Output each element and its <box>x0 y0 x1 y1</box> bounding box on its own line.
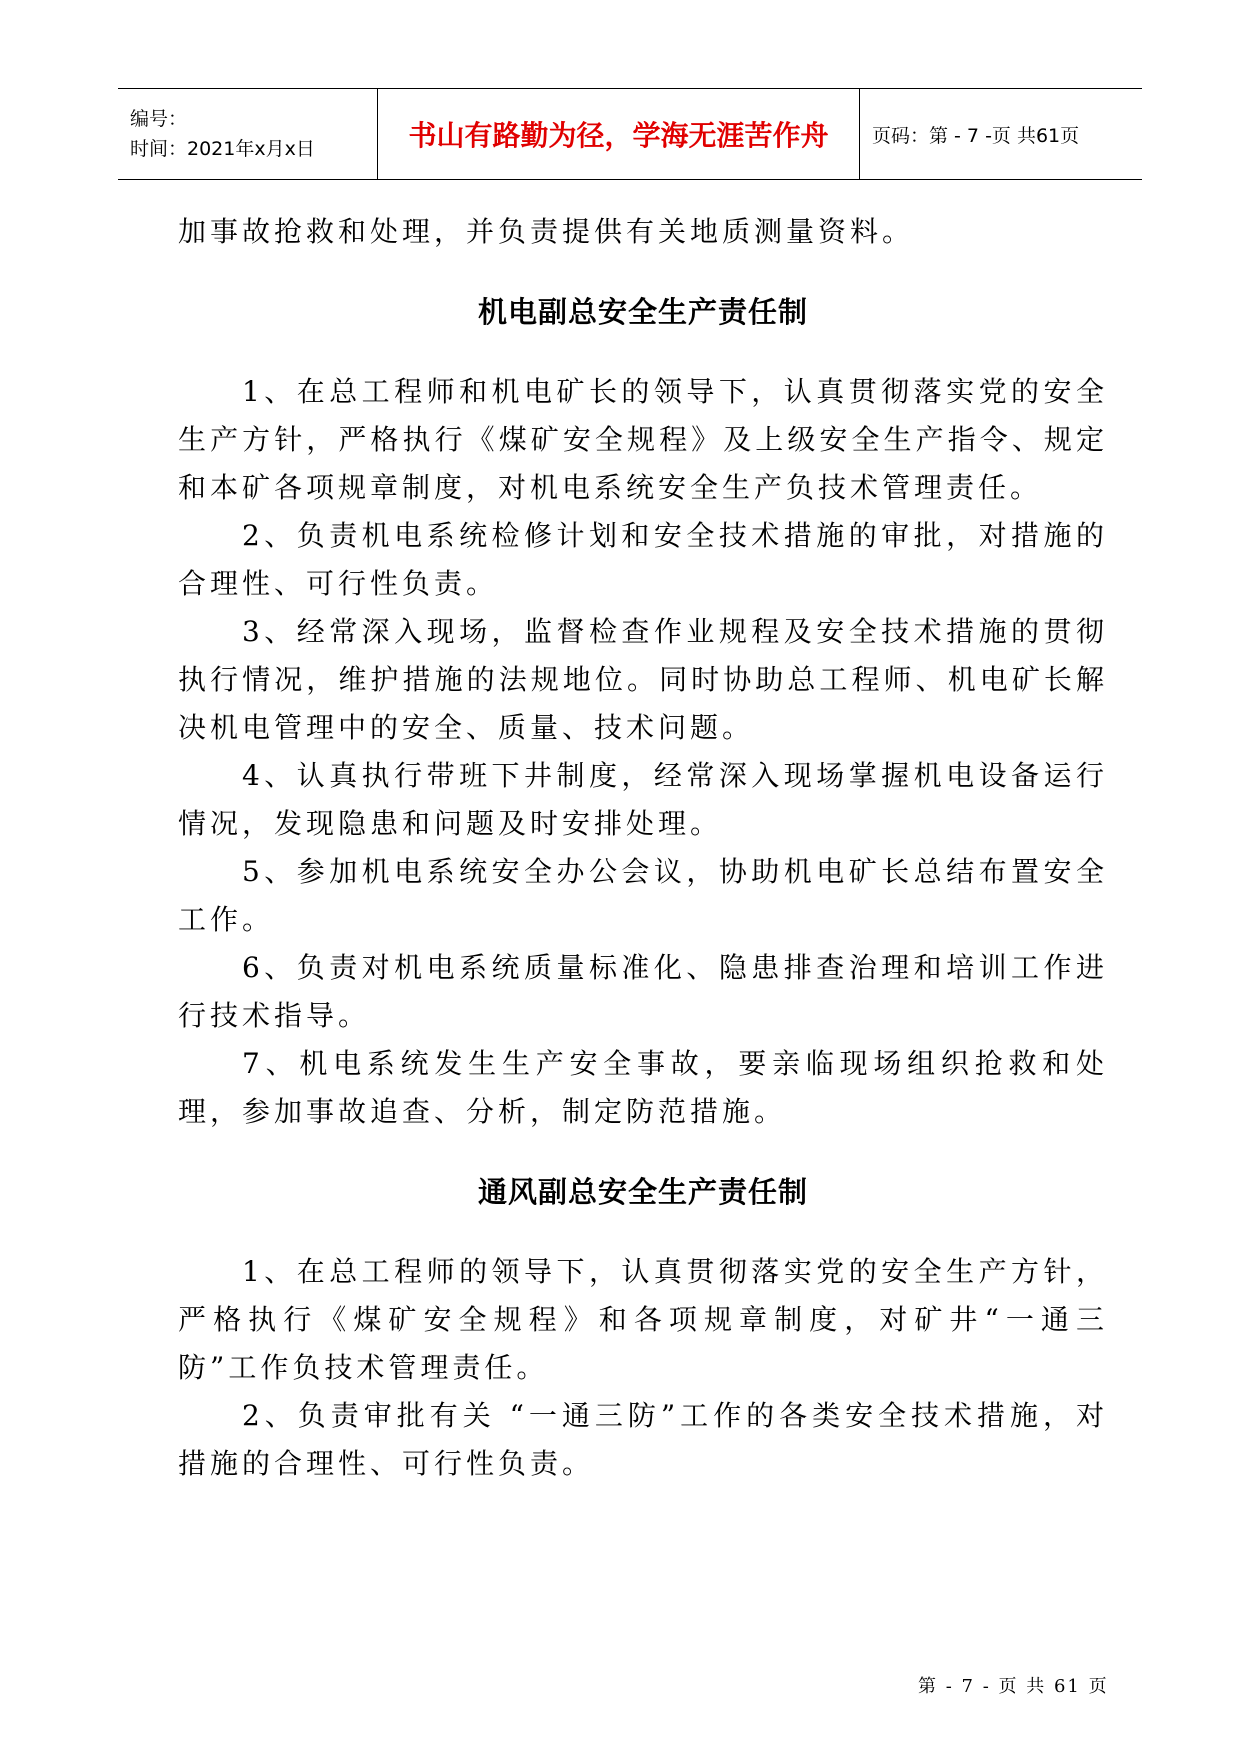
section1-item-1: 1、在总工程师和机电矿长的领导下，认真贯彻落实党的安全生产方针，严格执行《煤矿安全规程》及上级安全生产指令、规定和本矿各项规章制度，对机电系统安全生产负技术管理责任。 <box>178 375 1108 504</box>
section1-item-6: 6、负责对机电系统质量标准化、隐患排查治理和培训工作进行技术指导。 <box>178 951 1108 1032</box>
header-motto-cell <box>378 89 860 179</box>
section1-item-4: 4、认真执行带班下井制度，经常深入现场掌握机电设备运行情况，发现隐患和问题及时安排处理。 <box>178 759 1108 840</box>
section-title-electromechanical: 机电副总安全生产责任制 <box>477 295 808 329</box>
document-body <box>178 208 1108 1488</box>
section1-item-2: 2、负责机电系统检修计划和安全技术措施的审批，对措施的合理性、可行性负责。 <box>178 519 1108 600</box>
section2-item-1: 1、在总工程师的领导下，认真贯彻落实党的安全生产方针，严格执行《煤矿安全规程》和各项规章制度，对矿井“一通三防”工作负技术管理责任。 <box>178 1255 1108 1384</box>
document-header <box>118 88 1142 180</box>
section2-item-2: 2、负责审批有关 “一通三防”工作的各类安全技术措施，对措施的合理性、可行性负责。 <box>178 1399 1108 1480</box>
header-meta <box>118 89 378 179</box>
page-footer: 第 - 7 - 页 共 61 页 <box>918 1676 1109 1697</box>
header-page-info-cell <box>860 89 1142 179</box>
section1-item-3: 3、经常深入现场，监督检查作业规程及安全技术措施的贯彻执行情况，维护措施的法规地位。同时协助总工程师、机电矿长解决机电管理中的安全、质量、技术问题。 <box>178 615 1108 744</box>
intro-continuation: 加事故抢救和处理，并负责提供有关地质测量资料。 <box>178 215 915 248</box>
section1-item-7: 7、机电系统发生生产安全事故，要亲临现场组织抢救和处理，参加事故追查、分析，制定防范措施。 <box>178 1047 1108 1128</box>
document-number-label: 编号： <box>130 108 188 130</box>
section1-item-5: 5、参加机电系统安全办公会议，协助机电矿长总结布置安全工作。 <box>178 855 1108 936</box>
header-page-info: 页码：第 - 7 -页 共61页 <box>872 124 1080 147</box>
header-motto: 书山有路勤为径，学海无涯苦作舟 <box>408 119 829 152</box>
section-title-ventilation: 通风副总安全生产责任制 <box>477 1175 808 1209</box>
document-time-label: 时间：2021年x月x日 <box>130 138 315 160</box>
